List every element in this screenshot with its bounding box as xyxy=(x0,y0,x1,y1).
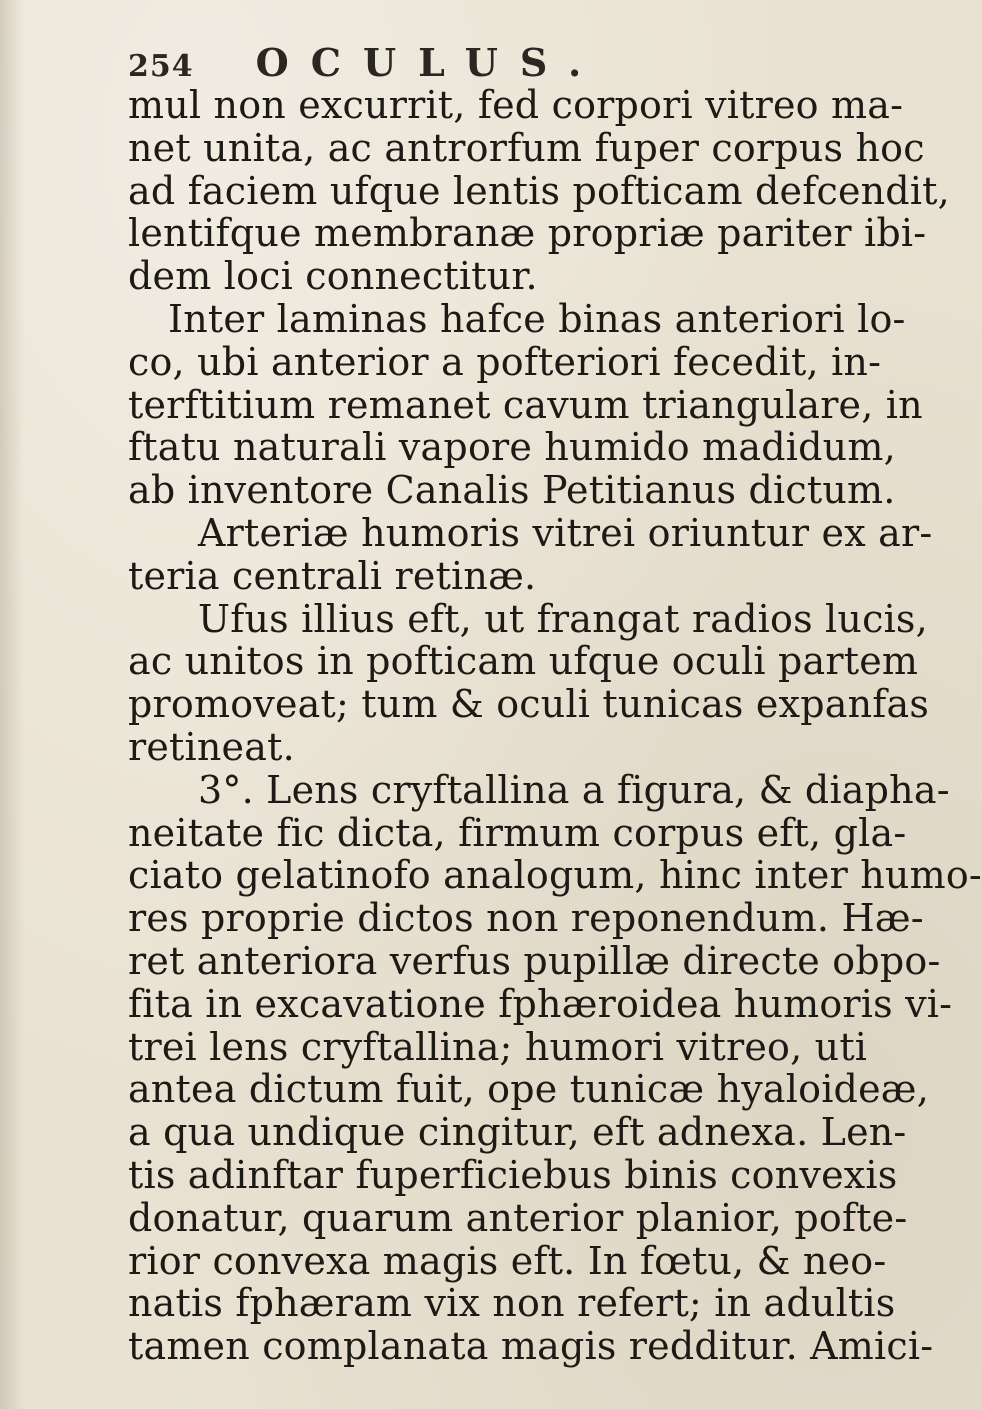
text-line: mul non excurrit, fed corpori vitreo ma- xyxy=(128,83,904,127)
text-line: Ufus illius eft, ut frangat radios lucis, xyxy=(198,596,928,641)
text-line: fita in excavatione fphæroidea humoris vi- xyxy=(128,981,953,1026)
text-line: antea dictum fuit, ope tunicæ hyaloideæ, xyxy=(128,1067,929,1112)
text-line: tis adinftar fuperficiebus binis convexis xyxy=(128,1152,898,1197)
text-line: rior convexa magis eft. In fœtu, & neo- xyxy=(128,1238,887,1283)
text-line: retineat. xyxy=(128,724,295,769)
text-line: terftitium remanet cavum triangulare, in xyxy=(128,382,923,427)
text-line: Inter laminas hafce binas anteriori lo- xyxy=(168,296,906,341)
text-line: lentifque membranæ propriæ pariter ibi- xyxy=(128,211,927,256)
text-line: tamen complanata magis redditur. Amici- xyxy=(128,1324,934,1369)
text-line: promoveat; tum & oculi tunicas expanfas xyxy=(128,682,930,727)
running-head xyxy=(128,40,603,84)
text-line: net unita, ac antrorfum fuper corpus hoc xyxy=(128,125,925,170)
text-line: co, ubi anterior a pofteriori fecedit, in- xyxy=(128,339,882,384)
text-line: ciato gelatinofo analogum, hinc inter humo- xyxy=(128,853,982,898)
text-line: ftatu naturali vapore humido madidum, xyxy=(128,425,896,470)
running-title: OCULUS. xyxy=(255,40,604,85)
page-edge-shadow xyxy=(0,0,24,1409)
text-line: teria centrali retinæ. xyxy=(128,553,537,598)
text-line: 3°. Lens cryftallina a figura, & diapha- xyxy=(198,767,950,812)
text-line: ac unitos in pofticam ufque oculi partem xyxy=(128,639,919,684)
text-line: a qua undique cingitur, eft adnexa. Len- xyxy=(128,1110,907,1155)
text-line: res proprie dictos non reponendum. Hæ- xyxy=(128,896,924,941)
text-line: donatur, quarum anterior planior, pofte- xyxy=(128,1195,908,1240)
text-line: Arteriæ humoris vitrei oriuntur ex ar- xyxy=(198,510,933,555)
text-line: ab inventore Canalis Petitianus dictum. xyxy=(128,468,896,513)
body-text xyxy=(128,83,982,1369)
text-line: ret anteriora verfus pupillæ directe obpo- xyxy=(128,938,941,983)
text-line: trei lens cryftallina; humori vitreo, uti xyxy=(128,1024,868,1069)
text-line: ad faciem ufque lentis pofticam defcendit, xyxy=(128,168,950,213)
text-line: dem loci connectitur. xyxy=(128,254,538,299)
page-number: 254 xyxy=(128,49,194,84)
text-line: neitate fic dicta, firmum corpus eft, gla- xyxy=(128,810,907,855)
text-line: natis fphæram vix non refert; in adultis xyxy=(128,1281,896,1326)
